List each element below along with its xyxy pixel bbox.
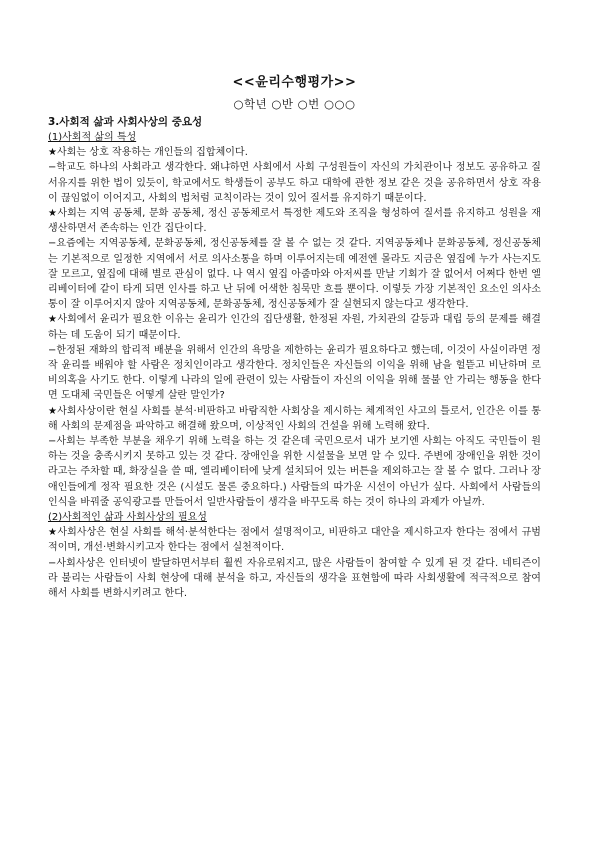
paragraph: ★사회는 상호 작용하는 개인들의 집합체이다. — [48, 147, 248, 159]
paragraph: ★사회사상이란 현실 사회를 분석·비판하고 바람직한 사회상을 제시하는 체계적인 사고의 틀로서, 인간은 이를 통해 사회의 문제점을 파악하고 해결해 왔으며, 이상적인 사회의 건설을 위해 노력해 왔다. — [48, 405, 541, 432]
paragraph: ★사회는 지역 공동체, 문화 공동체, 정신 공동체로서 특정한 제도와 조직을 형성하여 질서를 유지하고 성원을 재생산하면서 존속하는 인간 집단이다. — [48, 208, 541, 235]
paragraph: ★사회사상은 현실 사회를 해석·분석한다는 점에서 설명적이고, 비판하고 대안을 제시하고자 한다는 점에서 규범적이며, 개선·변화시키고자 한다는 점에서 실천적이다. — [48, 527, 541, 554]
paragraph: −한정된 재화의 합리적 배분을 위해서 인간의 욕망을 제한하는 윤리가 필요하다고 했는데, 이것이 사실이라면 정작 윤리를 배워야 할 사람은 정치인이라고 생각한다. 정치인들은 자신들의 이익을 위해 남을 헐뜯고 비난하며 로비의혹을 사기도 한다. 이렇게 나라의 일에 관련이 있는 사람들이 자신의 이익을 위해 물불 안 가리는 행동을 한다면 도대체 국민들은 어떻게 살란 말인가? — [48, 344, 541, 402]
document-title: <<윤리수행평가>> — [232, 75, 357, 90]
section-heading: 3.사회적 삶과 사회사상의 중요성 — [48, 116, 203, 128]
paragraph: −사회사상은 인터넷이 발달하면서부터 훨씬 자유로워지고, 많은 사람들이 참여할 수 있게 된 것 같다. 네티즌이라 불리는 사람들이 사회 현상에 대해 분석을 하고, 자신들의 생각을 표현함에 따라 사회생활에 적극적으로 참여해서 사회를 변화시키려고 한다. — [48, 557, 541, 600]
paragraph: −학교도 하나의 사회라고 생각한다. 왜냐하면 사회에서 사회 구성원들이 자신의 가치관이나 정보도 공유하고 질서유지를 위한 법이 있듯이, 학교에서도 학생들이 공부도 하고 대학에 관한 정보 같은 것을 공유하면서 상호 작용이 끊임없이 이어지고, 사회의 법처럼 교칙이라는 것이 있어 질서를 유지하기 때문이다. — [48, 162, 541, 204]
paragraph: −요즘에는 지역공동체, 문화공동체, 정신공동체를 잘 볼 수 없는 것 같다. 지역공동체나 문화공동체, 정신공동체는 기본적으로 일정한 지역에서 서로 의사소통을 하며 이루어지는데 예전엔 몰라도 지금은 옆집에 누가 사는지도 잘 모르고, 옆집에 대해 별로 관심이 없다. 나 역시 옆집 아줌마와 아저씨를 만날 기회가 잘 없어서 어쩌다 한번 엘리베이터에 같이 타게 되면 인사를 하고 난 뒤에 어색한 침묵만 흐를 뿐이다. 이렇듯 가장 기본적인 요소인 의사소통이 잘 이루어지지 않아 지역공동체, 문화공동체, 정신공동체가 잘 실현되지 않는다고 생각한다. — [48, 238, 541, 311]
subsection-heading-1: (1)사회적 삶의 특성 — [48, 132, 137, 143]
subsection-heading-2: (2)사회적인 삶과 사회사상의 필요성 — [48, 512, 207, 524]
paragraph: −사회는 부족한 부분을 채우기 위해 노력을 하는 것 같은데 국민으로서 내가 보기엔 사회는 아직도 국민들이 원하는 것을 충족시키지 못하고 있는 것 같다. 장애인을 위한 시설물을 보면 알 수 있다. 주변에 장애인을 위한 것이라고는 주차할 때, 화장실을 쓸 때, 엘리베이터에 낮게 설치되어 있는 버튼을 제외하고는 잘 볼 수 없다. 그러나 장애인들에게 정작 필요한 것은 (시설도 물론 중요하다.) 사람들의 따가운 시선이 아닌가 싶다. 사회에서 사람들의 인식을 바꿔줄 공익광고를 만들어서 일반사람들이 생각을 바꾸도록 하는 것이 하나의 과제가 아닐까. — [48, 436, 541, 508]
paragraph: ★사회에서 윤리가 필요한 이유는 윤리가 인간의 집단생활, 한정된 자원, 가치관의 갈등과 대립 등의 문제를 해결하는 데 도움이 되기 때문이다. — [48, 314, 541, 341]
student-info-line: ○학년 ○반 ○번 ○○○ — [233, 97, 356, 111]
